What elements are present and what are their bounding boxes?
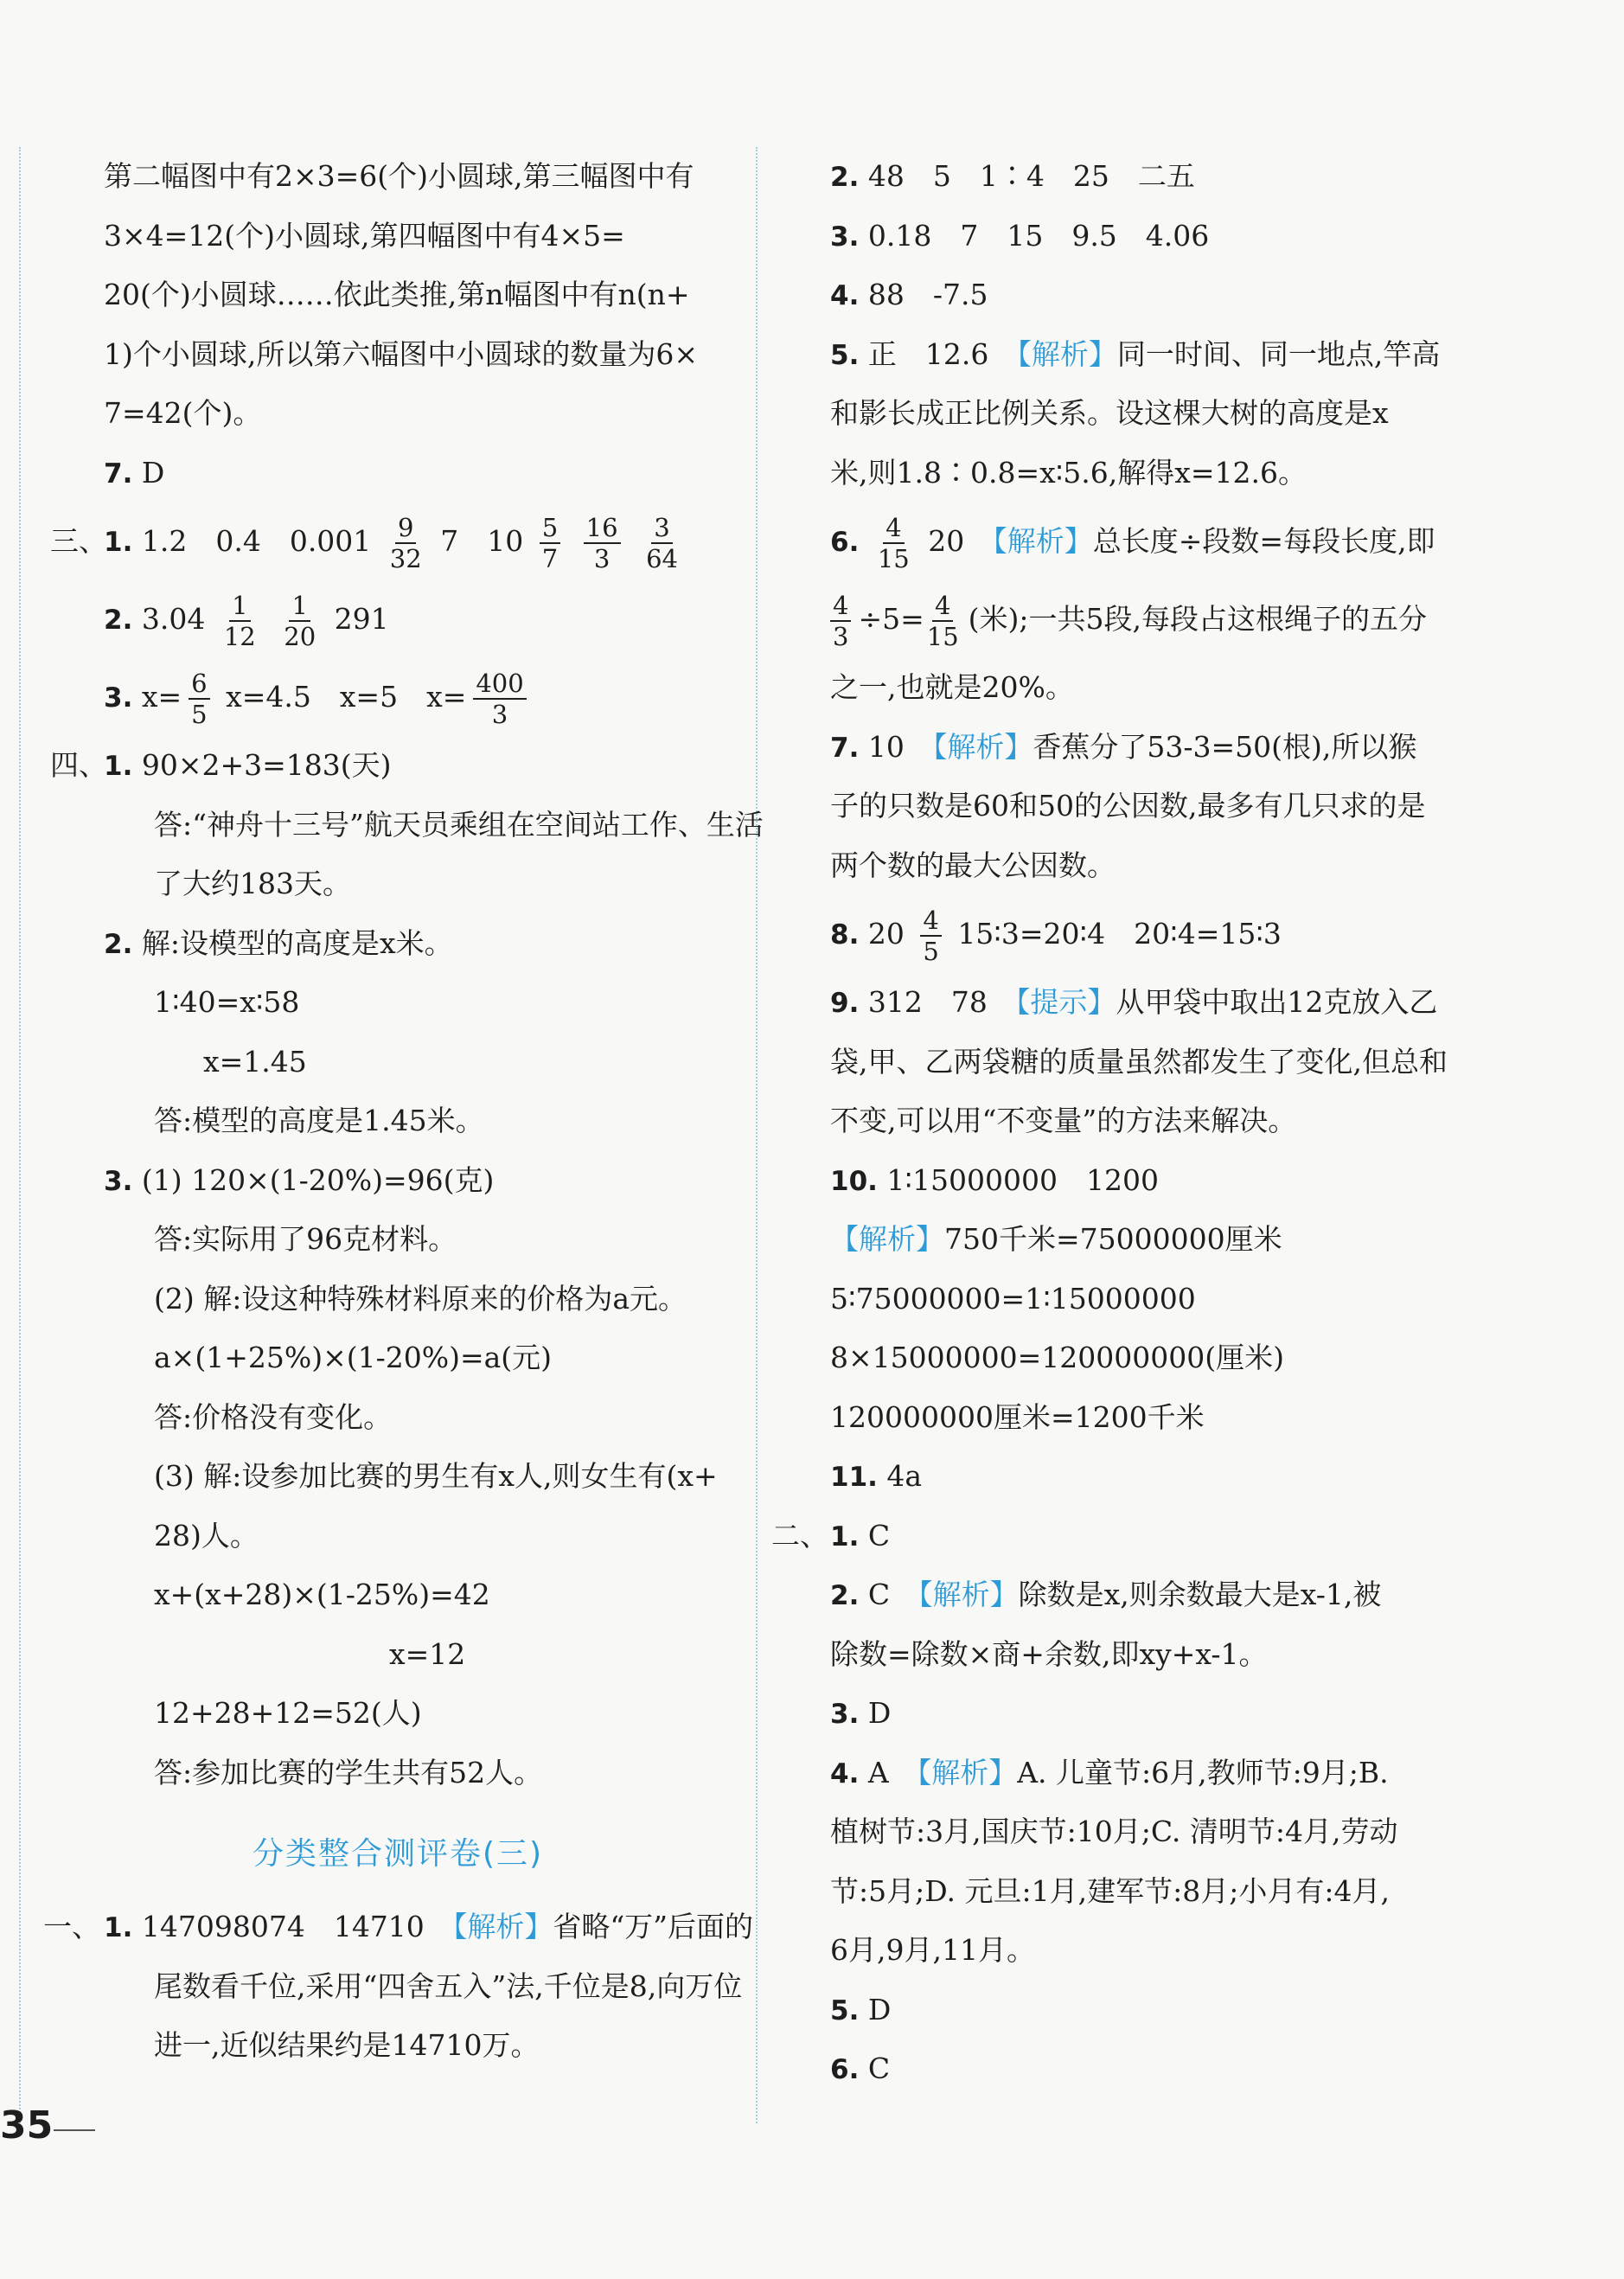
fraction: $\frac{4}{5}$ xyxy=(920,906,941,966)
section-title: 分类整合测评卷(三) xyxy=(252,1836,544,1872)
text-line: 尾数看千位,采用“四舍五入”法,千位是8,向万位 xyxy=(154,1969,743,2003)
text-line: 答:价格没有变化。 xyxy=(154,1399,393,1434)
fraction: $\frac{9}{32}$ xyxy=(389,513,422,573)
text-line: 20(个)小圆球……依此类推,第n幅图中有n(n+ xyxy=(104,278,690,311)
section-4-answer-3: 3. (1) 120×(1-20%)=96(克) xyxy=(104,1162,495,1197)
answer-8: 8. 20 $\frac{4}{5}$ 15∶3=20∶4 20∶4=15∶3 xyxy=(830,906,1282,966)
answer-3: 3. 0.18 7 15 9.5 4.06 xyxy=(830,218,1210,253)
equation-line: a×(1+25%)×(1-20%)=a(元) xyxy=(154,1341,553,1374)
fraction: $\frac{6}{5}$ xyxy=(189,669,209,729)
page-number: 35 xyxy=(0,2103,54,2148)
text-line: 子的只数是60和50的公因数,最多有几只求的是 xyxy=(830,789,1426,823)
text-line: 米,则1.8∶0.8=x∶5.6,解得x=12.6。 xyxy=(830,455,1308,490)
text-line: 之一,也就是20%。 xyxy=(830,670,1074,704)
equation-line: x+(x+28)×(1-25%)=42 xyxy=(154,1578,490,1611)
text-line: 3×4=12(个)小圆球,第四幅图中有4×5= xyxy=(104,218,625,253)
text-line: 节:5月;D. 元旦:1月,建军节:8月;小月有:4月, xyxy=(830,1873,1390,1908)
center-divider-guide xyxy=(756,147,758,2123)
section-label: 一、 xyxy=(43,1910,100,1943)
section-3-answer-2: 2. 3.04 $\frac{1}{12}$ $\frac{1}{20}$ 291 xyxy=(104,591,389,651)
text-line: 【解析】750千米=75000000厘米 xyxy=(830,1222,1282,1256)
equation-line: x=12 xyxy=(389,1636,466,1671)
answer-4: 4. 88 -7.5 xyxy=(830,278,988,311)
section-2-answer-2: 2. C 【解析】除数是x,则余数最大是x-1,被 xyxy=(830,1578,1382,1611)
answer-5: 5. 正 12.6 【解析】同一时间、同一地点,竿高 xyxy=(830,336,1441,371)
text-line: 不变,可以用“不变量”的方法来解决。 xyxy=(830,1104,1297,1137)
fraction: $\frac{400}{3}$ xyxy=(473,669,526,729)
text-line: 7=42(个)。 xyxy=(104,396,262,430)
equation-line: 120000000厘米=1200千米 xyxy=(830,1399,1205,1434)
answer-2: 2. 48 5 1∶4 25 二五 xyxy=(830,159,1195,193)
equation-line: 1∶40=x∶58 xyxy=(154,985,300,1019)
answer-9: 9. 312 78 【提示】从甲袋中取出12克放入乙 xyxy=(830,985,1438,1019)
analysis-tag: 【解析】 xyxy=(917,1755,1018,1789)
section-label: 三、 xyxy=(50,524,107,558)
section-4-answer-2: 2. 解:设模型的高度是x米。 xyxy=(104,925,453,960)
right-column xyxy=(771,147,1470,2099)
answer-7: 7. D xyxy=(104,455,165,490)
analysis-tag: 【解析】 xyxy=(1017,336,1117,371)
text-line: $\frac{4}{3}$ ÷5= $\frac{4}{15}$ (米);一共5段,每段占这根绳子的五分 xyxy=(778,580,1470,658)
page-number-rule xyxy=(54,2129,95,2131)
equation-line: 12+28+12=52(人) xyxy=(154,1696,422,1730)
equation-line: x=1.45 xyxy=(203,1044,307,1079)
section-1-answer-1: 一、 1. 147098074 14710 【解析】省略“万”后面的 xyxy=(52,1898,744,1957)
fraction: $\frac{16}{3}$ xyxy=(584,513,621,573)
text-line: 答:模型的高度是1.45米。 xyxy=(154,1104,484,1137)
text-line: 和影长成正比例关系。设这棵大树的高度是x xyxy=(830,396,1389,430)
text-line: (2) 解:设这种特殊材料原来的价格为a元。 xyxy=(154,1281,687,1316)
section-2-answer-3: 3. D xyxy=(830,1696,892,1730)
fraction: $\frac{4}{15}$ xyxy=(877,513,910,573)
text-line: 植树节:3月,国庆节:10月;C. 清明节:4月,劳动 xyxy=(830,1815,1398,1848)
fraction: $\frac{5}{7}$ xyxy=(540,513,560,573)
text-line: (3) 解:设参加比赛的男生有x人,则女生有(x+ xyxy=(154,1459,718,1493)
text-line: 28)人。 xyxy=(154,1518,259,1552)
text-line: 除数=除数×商+余数,即xy+x-1。 xyxy=(830,1636,1268,1671)
section-3-answer-3: 3. x= $\frac{6}{5}$ x=4.5 x=5 x= $\frac{400}{3}$ xyxy=(52,658,744,736)
text-line: 了大约183天。 xyxy=(154,867,351,900)
text-line: 袋,甲、乙两袋糖的质量虽然都发生了变化,但总和 xyxy=(830,1044,1448,1079)
fraction: $\frac{1}{12}$ xyxy=(223,591,256,651)
text-line: 6月,9月,11月。 xyxy=(830,1933,1035,1967)
section-3-answer-1: 三、 1. 1.2 0.4 0.001 $\frac{9}{32}$ 7 10 $\frac{5}{7}$ $\frac{16}{3}$ $\frac{3}{64}$ xyxy=(52,503,744,580)
section-4-answer-1: 四、 1. 90×2+3=183(天) xyxy=(52,736,744,796)
section-2-answer-6: 6. C xyxy=(830,2052,891,2085)
text-line: 答:参加比赛的学生共有52人。 xyxy=(154,1755,543,1789)
analysis-tag: 【解析】 xyxy=(830,1222,944,1256)
analysis-tag: 【解析】 xyxy=(993,524,1093,558)
text-line: 第二幅图中有2×3=6(个)小圆球,第三幅图中有 xyxy=(104,159,694,193)
fraction: $\frac{1}{20}$ xyxy=(284,591,316,651)
section-2-answer-4: 4. A 【解析】A. 儿童节:6月,教师节:9月;B. xyxy=(830,1755,1389,1789)
text-line: 两个数的最大公因数。 xyxy=(830,848,1116,882)
text-line: 答:“神舟十三号”航天员乘组在空间站工作、生活 xyxy=(154,807,764,842)
section-2-answer-1: 二、 1. C xyxy=(778,1507,1470,1566)
section-label: 二、 xyxy=(771,1518,828,1552)
section-2-answer-5: 5. D xyxy=(830,1992,892,2026)
equation-line: 5∶75000000=1∶15000000 xyxy=(830,1281,1196,1316)
answer-11: 11. 4a xyxy=(830,1459,923,1493)
fraction: $\frac{4}{3}$ xyxy=(830,591,851,651)
section-label: 四、 xyxy=(50,748,107,782)
text-line: 1)个小圆球,所以第六幅图中小圆球的数量为6× xyxy=(104,336,699,371)
analysis-tag: 【解析】 xyxy=(932,729,1033,764)
hint-tag: 【提示】 xyxy=(1015,985,1116,1019)
answer-6: 6. $\frac{4}{15}$ 20 【解析】总长度÷段数=每段长度,即 xyxy=(830,513,1435,573)
answer-7: 7. 10 【解析】香蕉分了53-3=50(根),所以猴 xyxy=(830,729,1417,764)
analysis-tag: 【解析】 xyxy=(452,1910,553,1943)
text-line: 答:实际用了96克材料。 xyxy=(154,1222,457,1256)
fraction: $\frac{4}{15}$ xyxy=(926,591,959,651)
analysis-tag: 【解析】 xyxy=(918,1578,1019,1611)
text-line: 进一,近似结果约是14710万。 xyxy=(154,2028,540,2062)
left-margin-guide xyxy=(19,147,21,2123)
answer-10: 10. 1∶15000000 1200 xyxy=(830,1162,1159,1197)
fraction: $\frac{3}{64}$ xyxy=(646,513,678,573)
left-column xyxy=(43,147,764,2076)
equation-line: 8×15000000=120000000(厘米) xyxy=(830,1341,1284,1374)
